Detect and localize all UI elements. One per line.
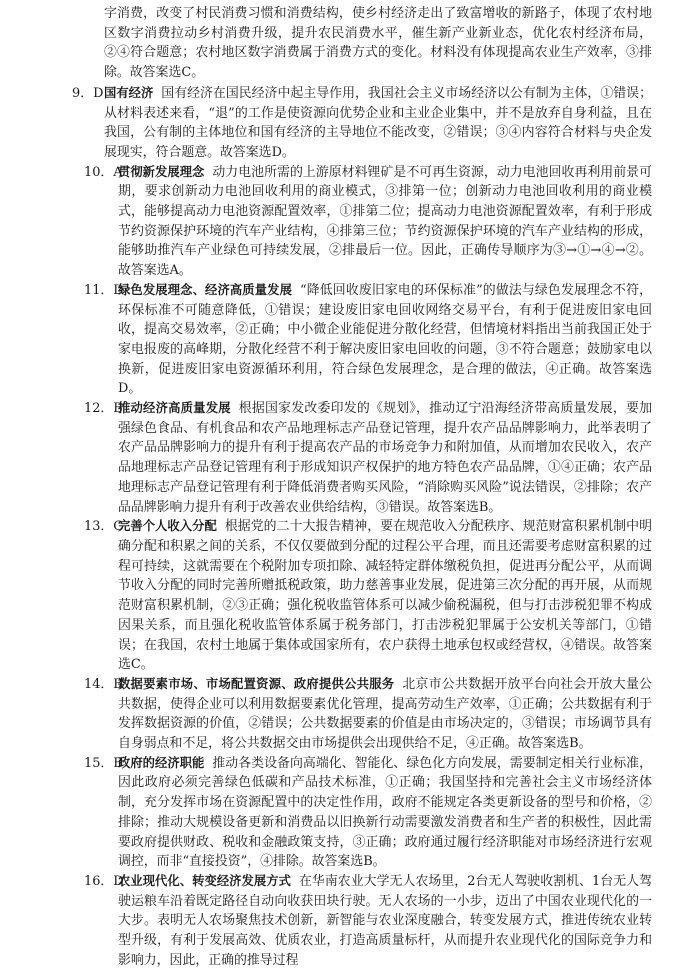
- answer-body: [104, 84, 652, 163]
- answer-topic: 绿色发展理念、经济高质量发展: [118, 282, 293, 297]
- answer-number: 10．A: [84, 164, 123, 180]
- answer-number: 15．B: [84, 755, 123, 771]
- answer-number: 14．B: [84, 676, 123, 692]
- answer-number: 9．D: [72, 85, 104, 101]
- answer-body: [118, 163, 652, 281]
- answer-explanation: “降低回收废旧家电的环保标准”的做法与绿色发展理念不符，环保标准不可随意降低，①错误；建设废旧家电回收网络交易平台，有利于促进废旧家电回收，提高交易效率，②正确；中小微企业能促进分散化经营，但情境材料指出当前我国正处于家电报废的高峰期，分散化经营不利于解决废旧家电回收的问题，③不符合题意；鼓励家电以换新，促进废旧家电资源循环利用，符合绿色发展理念，是合理的做法，④正确。故答案选D。: [118, 282, 652, 397]
- answer-number: 12．B: [84, 401, 123, 417]
- answer-topic: 完善个人收入分配: [118, 519, 217, 534]
- answer-body: [118, 399, 652, 517]
- answer-topic: 政府的经济职能: [118, 755, 205, 770]
- answer-body: [118, 281, 652, 399]
- answer-explanation: 动力电池所需的上游原材料锂矿是不可再生资源，动力电池回收再利用前景可期，要求创新动力电池回收利用的商业模式，③排第一位；创新动力电池回收利用的商业模式，能够提高动力电池资源配置效率，①排第二位；提高动力电池资源配置效率，有利于形成节约资源保护环境的汽车产业结构，④排第三位；节约资源保护环境的汽车产业结构的形成，能够助推汽车产业绿色可持续发展，②排最后一位。因此，正确传导顺序为③→①→④→②。故答案选A。: [118, 164, 652, 279]
- answer-topic: 农业现代化、转变经济发展方式: [118, 873, 291, 888]
- answer-item-10: [84, 163, 652, 281]
- answer-topic: 推动经济高质量发展: [118, 401, 231, 416]
- answer-item-15: [84, 754, 652, 872]
- answer-item-9: [72, 84, 652, 163]
- answer-topic: 数据要素市场、市场配置资源、政府提供公共服务: [118, 676, 395, 691]
- answer-number: 13．C: [84, 519, 124, 535]
- answer-explanation: 国有经济在国民经济中起主导作用，我国社会主义市场经济以公有制为主体，①错误；从材料表述来看，“退”的工作是使资源向优势企业和主业企业集中，并不是放弃自身利益，且在我国，公有制的主体地位和国有经济的主导地位不能改变，②错误；③④内容符合材料与央企发展现实，符合题意。故答案选D。: [104, 85, 652, 160]
- answer-explanation: 北京市公共数据开放平台向社会开放大量公共数据，使得企业可以利用数据要素优化管理，提高劳动生产效率，①正确；公共数据有利于发挥数据资源的价值，②错误；公共数据要素的价值是由市场决定的，③错误；市场调节具有自身弱点和不足，将公共数据交由市场提供会出现供给不足，④正确。故答案选B。: [118, 676, 652, 752]
- answer-item-13: [84, 517, 652, 675]
- answer-body: [118, 675, 652, 754]
- answer-item-12: [84, 399, 652, 517]
- answer-explanation: 在华南农业大学无人农场里，2台无人驾驶收割机、1台无人驾驶运粮车沿着既定路径自动向收获田块行驶。无人农场的一小步，迈出了中国农业现代化的一大步。表明无人农场聚焦技术创新，新智能与农业深度融合，转变发展方式，推进传统农业转型升级，有利于发展高效、优质农业，打造高质量标杆，从而提升农业现代化的国际竞争力和影响力，因此，正确的推导过程: [118, 873, 652, 968]
- answer-body: [118, 754, 652, 872]
- answer-number: 16．D: [84, 873, 124, 889]
- answer-continuation-paragraph: 字消费，改变了村民消费习惯和消费结构，使乡村经济走出了致富增收的新路子，体现了农村地区数字消费拉动乡村消费升级，提升农民消费水平，催生新产业新业态，优化农村经济布局，②④符合题意；农村地区数字消费属于消费方式的变化。材料没有体现提高农业生产效率，③排除。故答案选C。: [104, 6, 652, 81]
- answer-topic: 贯彻新发展理念: [118, 164, 205, 179]
- answer-body: [118, 517, 652, 675]
- answer-explanation: 根据党的二十大报告精神，要在规范收入分配秩序、规范财富积累机制中明确分配和积累之间的关系，不仅仅要做到分配的过程公平合理，而且还需要考虑财富积累的过程可持续，这就需要在个税附加专项扣除、减轻特定群体缴税负担，促进再分配公平，从而调节收入分配的同时完善所赠抵税政策，助力慈善事业发展，促进第三次分配的再开展，从而规范财富积累机制，②③正确；强化税收监管体系可以减少偷税漏税，但与打击涉税犯罪不构成因果关系，而且强化税收监管体系属于税务部门，打击涉税犯罪属于公安机关等部门，①错误；在我国，农村土地属于集体或国家所有，农户获得土地承包权或经营权，④错误。故答案选C。: [118, 519, 652, 673]
- answer-item-16: [84, 872, 652, 971]
- answer-topic: 国有经济: [104, 85, 154, 100]
- answer-explanation: 根据国家发改委印发的《规划》，推动辽宁沿海经济带高质量发展，要加强绿色食品、有机食品和农产品地理标志产品登记管理，提升农产品品牌影响力，此举表明了农产品品牌影响力的提升有利于提高农产品的市场竞争力和附加值，从而增加农民收入，农产品地理标志产品登记管理有利于形成知识产权保护的地方特色农产品品牌，①④正确；农产品地理标志产品登记管理有利于降低消费者购买风险，“消除购买风险”说法错误，②排除；农产品品牌影响力提升有利于改善农业供给结构，③错误。故答案选B。: [118, 401, 652, 515]
- answer-item-14: [84, 675, 652, 754]
- answer-explanation: 推动各类设备向高端化、智能化、绿色化方向发展，需要制定相关行业标准，因此政府必须完善绿色低碳和产品技术标准，①正确；我国坚持和完善社会主义市场经济体制，充分发挥市场在资源配置中的决定性作用，政府不能规定各类更新设备的型号和价格，②排除；推动大规模设备更新和消费品以旧换新行动需要激发消费者和生产者的积极性，因此需要政府提供财政、税收和金融政策支持，③正确；政府通过履行经济职能对市场经济进行宏观调控，而非“直接投资”，④排除。故答案选B。: [118, 755, 652, 870]
- answer-number: 11．D: [84, 282, 124, 298]
- answer-body: [118, 872, 652, 971]
- answer-item-11: [84, 281, 652, 399]
